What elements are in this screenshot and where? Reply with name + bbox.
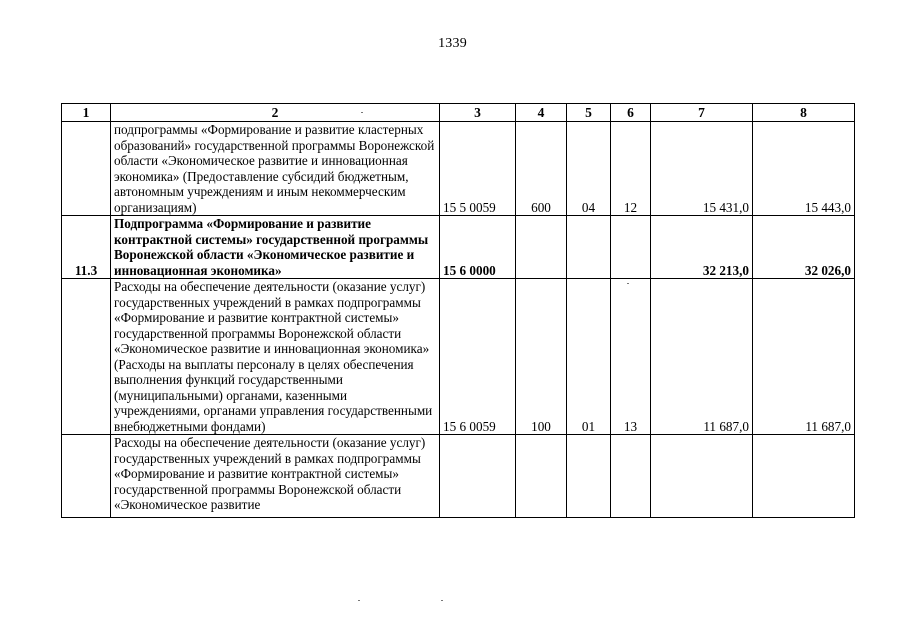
page-number: 1339 xyxy=(438,36,467,51)
scan-speck xyxy=(441,600,443,601)
amount-year-1: 11 687,0 xyxy=(651,279,753,435)
header-col-1: 1 xyxy=(62,104,111,122)
header-col-3: 3 xyxy=(440,104,516,122)
section-code: 04 xyxy=(567,122,611,216)
header-col-5: 5 xyxy=(567,104,611,122)
row-number: 11.3 xyxy=(62,216,111,279)
section-code xyxy=(567,216,611,279)
amount-year-1: 32 213,0 xyxy=(651,216,753,279)
budget-table xyxy=(61,103,855,518)
header-col-4: 4 xyxy=(516,104,567,122)
row-number xyxy=(62,435,111,518)
row-description: Подпрограмма «Формирование и развитие контрактной системы» государственной программы Воронежской области «Экономическое развитие и инновационная экономика» xyxy=(111,216,440,279)
subsection-code: 13 xyxy=(611,279,651,435)
expense-type-code xyxy=(516,435,567,518)
row-description: Расходы на обеспечение деятельности (оказание услуг) государственных учреждений в рамках подпрограммы «Формирование и развитие контрактной системы» государственной программы Воронежской области «Экономическое развитие xyxy=(114,435,426,512)
table-row xyxy=(62,435,855,518)
row-description: подпрограммы «Формирование и развитие кластерных образований» государственной программы Воронежской области «Экономическое развитие и инновационная экономика» (Предоставление субсидий бюджетным, автономным учреждениям и иным некоммерческим организациям) xyxy=(111,122,440,216)
subsection-code: 12 xyxy=(611,122,651,216)
amount-year-2 xyxy=(753,435,855,518)
table-row xyxy=(62,122,855,216)
header-col-6: 6 xyxy=(611,104,651,122)
row-description: Расходы на обеспечение деятельности (оказание услуг) государственных учреждений в рамках подпрограммы «Формирование и развитие контрактной системы» государственной программы Воронежской области «Экономическое развитие и инновационная экономика» (Расходы на выплаты персоналу в целях обеспечения выполнения функций государственными (муниципальными) органами, казенными учреждениями, органами управления государственными внебюджетными фондами) xyxy=(111,279,440,435)
header-col-8: 8 xyxy=(753,104,855,122)
amount-year-2: 15 443,0 xyxy=(753,122,855,216)
scan-speck xyxy=(361,112,363,113)
expense-type-code: 600 xyxy=(516,122,567,216)
row-number xyxy=(62,122,111,216)
row-description-continued xyxy=(111,435,440,518)
section-code: 01 xyxy=(567,279,611,435)
table-header-row xyxy=(62,104,855,122)
section-code xyxy=(567,435,611,518)
amount-year-1: 15 431,0 xyxy=(651,122,753,216)
subsection-code xyxy=(611,435,651,518)
target-article-code: 15 6 0000 xyxy=(440,216,516,279)
scan-speck xyxy=(627,283,629,284)
target-article-code: 15 5 0059 xyxy=(440,122,516,216)
scan-speck xyxy=(358,600,360,601)
expense-type-code: 100 xyxy=(516,279,567,435)
table-row xyxy=(62,279,855,435)
subsection-code xyxy=(611,216,651,279)
amount-year-1 xyxy=(651,435,753,518)
header-col-2: 2 xyxy=(111,104,440,122)
expense-type-code xyxy=(516,216,567,279)
row-number xyxy=(62,279,111,435)
amount-year-2: 11 687,0 xyxy=(753,279,855,435)
header-col-7: 7 xyxy=(651,104,753,122)
amount-year-2: 32 026,0 xyxy=(753,216,855,279)
table-row xyxy=(62,216,855,279)
target-article-code xyxy=(440,435,516,518)
target-article-code: 15 6 0059 xyxy=(440,279,516,435)
